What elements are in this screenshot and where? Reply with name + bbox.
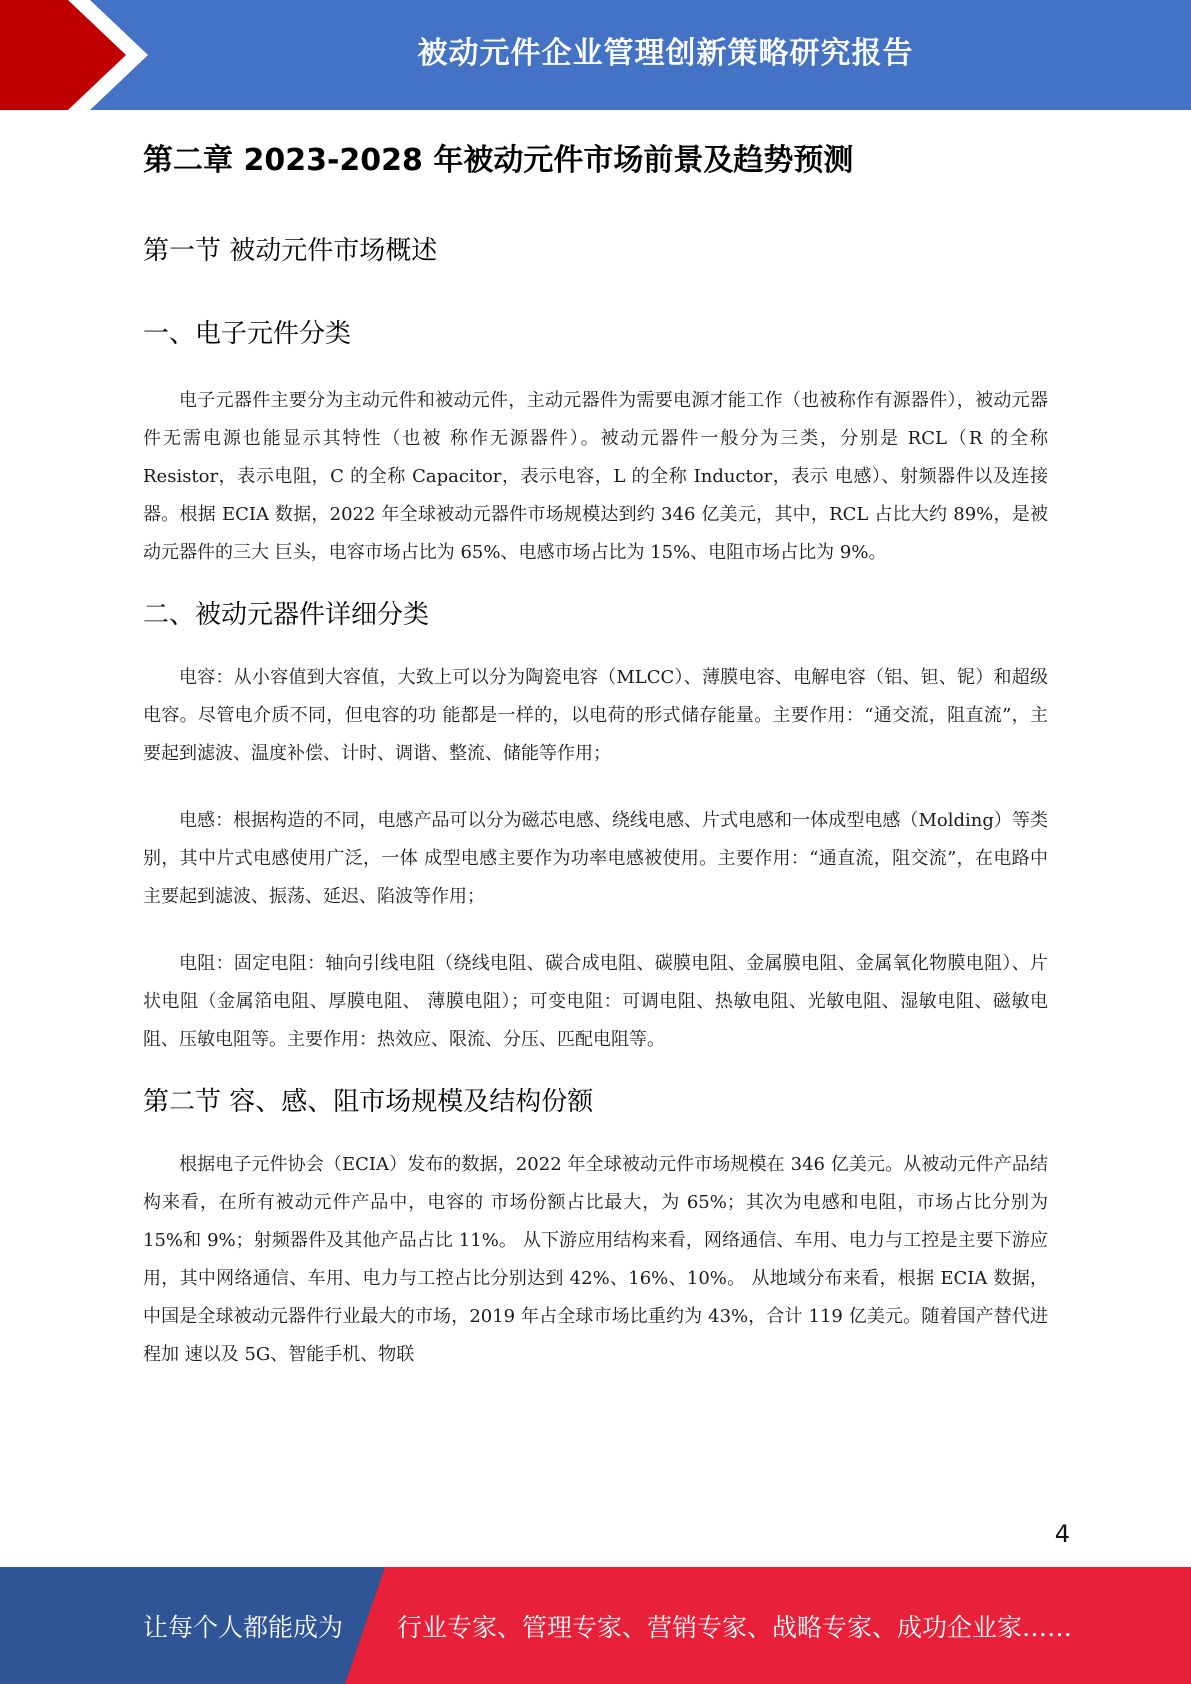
page-footer: [0, 1567, 1191, 1684]
page-header: [0, 0, 1191, 110]
paragraph-market-scale: 根据电子元件协会（ECIA）发布的数据，2022 年全球被动元件市场规模在 346 亿美元。从被动元件产品结构来看，在所有被动元件产品中，电容的 市场份额占比最大，为 65%；其次为电感和电阻，市场占比分别为 15%和 9%；射频器件及其他产品占比 11%。 从下游应用结构来看，网络通信、车用、电力与工控是主要下游应用，其中网络通信、车用、电力与工控占比分别达到 42%、16%、10%。 从地域分布来看，根据 ECIA 数据，中国是全球被动元器件行业最大的市场，2019 年占全球市场比重约为 43%，合计 119 亿美元。随着国产替代进程加 速以及 5G、智能手机、物联: [143, 1154, 1048, 1365]
paragraph-inductor: 电感：根据构造的不同，电感产品可以分为磁芯电感、绕线电感、片式电感和一体成型电感（Molding）等类别，其中片式电感使用广泛，一体 成型电感主要作为功率电感被使用。主要作用：“通直流，阻交流”，在电路中主要起到滤波、振荡、延迟、陷波等作用；: [143, 810, 1048, 907]
page-number: 4: [1054, 1520, 1070, 1548]
section-2-title: 第二节 容、感、阻市场规模及结构份额: [143, 1087, 594, 1117]
footer-slogan-left: 让每个人都能成为: [143, 1613, 344, 1642]
header-chevron-graphic: [0, 0, 160, 110]
chapter-title: 第二章 2023-2028 年被动元件市场前景及趋势预测: [143, 143, 854, 178]
paragraph-capacitor: 电容：从小容值到大容值，大致上可以分为陶瓷电容（MLCC）、薄膜电容、电解电容（铝、钽、铌）和超级电容。尽管电介质不同，但电容的功 能都是一样的，以电荷的形式储存能量。主要作用：“通交流，阻直流”，主要起到滤波、温度补偿、计时、调谐、整流、储能等作用；: [143, 667, 1048, 764]
page-content: [143, 136, 1048, 1374]
footer-slogan-right: 行业专家、管理专家、营销专家、战略专家、成功企业家……: [397, 1613, 1073, 1642]
subsection-2-title: 二、被动元器件详细分类: [143, 600, 430, 630]
paragraph-resistor: 电阻：固定电阻：轴向引线电阻（绕线电阻、碳合成电阻、碳膜电阻、金属膜电阻、金属氧化物膜电阻）、片状电阻（金属箔电阻、厚膜电阻、 薄膜电阻）；可变电阻：可调电阻、热敏电阻、光敏电阻、湿敏电阻、磁敏电阻、压敏电阻等。主要作用：热效应、限流、分压、匹配电阻等。: [143, 953, 1048, 1050]
report-title: 被动元件企业管理创新策略研究报告: [417, 36, 914, 71]
subsection-1-title: 一、电子元件分类: [143, 319, 352, 349]
section-1-title: 第一节 被动元件市场概述: [143, 236, 438, 266]
paragraph-component-classification: 电子元器件主要分为主动元件和被动元件，主动元器件为需要电源才能工作（也被称作有源器件），被动元器件无需电源也能显示其特性（也被 称作无源器件）。被动元器件一般分为三类，分别是 RCL（R 的全称 Resistor，表示电阻，C 的全称 Capacitor，表示电容，L 的全称 Inductor，表示 电感）、射频器件以及连接器。根据 ECIA 数据，2022 年全球被动元器件市场规模达到约 346 亿美元，其中，RCL 占比大约 89%，是被动元器件的三大 巨头，电容市场占比为 65%、电感市场占比为 15%、电阻市场占比为 9%。: [143, 390, 1048, 563]
